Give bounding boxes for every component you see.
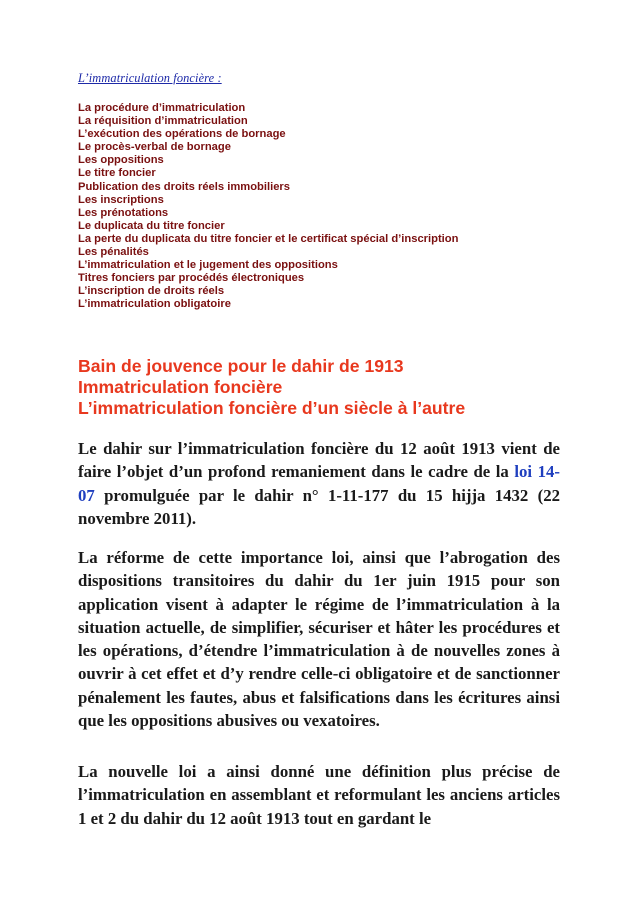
body-paragraph: La réforme de cette importance loi, ainsi que l’abrogation des dispositions transitoires du dahir du 1er juin 1915 pour son application visent à adapter le régime de l’immatriculation à la situation actuelle, de simplifier, sécuriser et hâter les procédures et les opérations, d’étendre l’immatriculation à de nouvelles zones à ouvrir à cet effet et d’y rendre celle-ci obligatoire et de sanctionner pénalement les fautes, abus et falsifications dans les écritures ainsi que les oppositions abusives ou vexatoires. bbox=[78, 548, 560, 731]
toc-item: L’inscription de droits réels bbox=[78, 285, 225, 298]
heading-line: Bain de jouvence pour le dahir de 1913 bbox=[78, 356, 404, 376]
toc-item: Les oppositions bbox=[78, 154, 164, 167]
toc-item: La procédure d’immatriculation bbox=[78, 102, 246, 114]
toc-item: Titres fonciers par procédés électroniques bbox=[78, 272, 305, 285]
toc-item: Les pénalités bbox=[78, 246, 149, 259]
toc-item: Le procès-verbal de bornage bbox=[78, 141, 231, 154]
toc-item: Les inscriptions bbox=[78, 193, 164, 206]
toc-item: Les prénotations bbox=[78, 206, 169, 219]
law-link[interactable]: loi 14-07 bbox=[78, 462, 560, 505]
article-heading bbox=[78, 356, 465, 419]
toc-item: L’immatriculation et le jugement des oppositions bbox=[78, 259, 338, 272]
toc-item: La perte du duplicata du titre foncier et le certificat spécial d’inscription bbox=[78, 232, 459, 245]
toc-item: Publication des droits réels immobiliers bbox=[78, 180, 290, 193]
body-paragraph bbox=[78, 437, 560, 530]
heading-line: Immatriculation foncière bbox=[78, 377, 283, 397]
paragraph-text: promulguée par le dahir n° 1-11-177 du 15 hijja 1432 (22 novembre 2011). bbox=[78, 485, 560, 528]
toc-list bbox=[78, 102, 458, 312]
toc-item: La réquisition d’immatriculation bbox=[78, 115, 248, 128]
toc-item: Le duplicata du titre foncier bbox=[78, 219, 225, 232]
toc-item: L’exécution des opérations de bornage bbox=[78, 128, 286, 141]
heading-line: L’immatriculation foncière d’un siècle à l’autre bbox=[78, 398, 466, 418]
toc-title: L’immatriculation foncière : bbox=[78, 71, 222, 85]
toc-item: L’immatriculation obligatoire bbox=[78, 298, 231, 311]
paragraph-text: Le dahir sur l’immatriculation foncière du 12 août 1913 vient de faire l’objet d’un profond remaniement dans le cadre de la bbox=[78, 439, 560, 482]
body-paragraph: La nouvelle loi a ainsi donné une définition plus précise de l’immatriculation en assemblant et reformulant les anciens articles 1 et 2 du dahir du 12 août 1913 tout en gardant le bbox=[78, 762, 560, 828]
toc-item: Le titre foncier bbox=[78, 167, 156, 180]
